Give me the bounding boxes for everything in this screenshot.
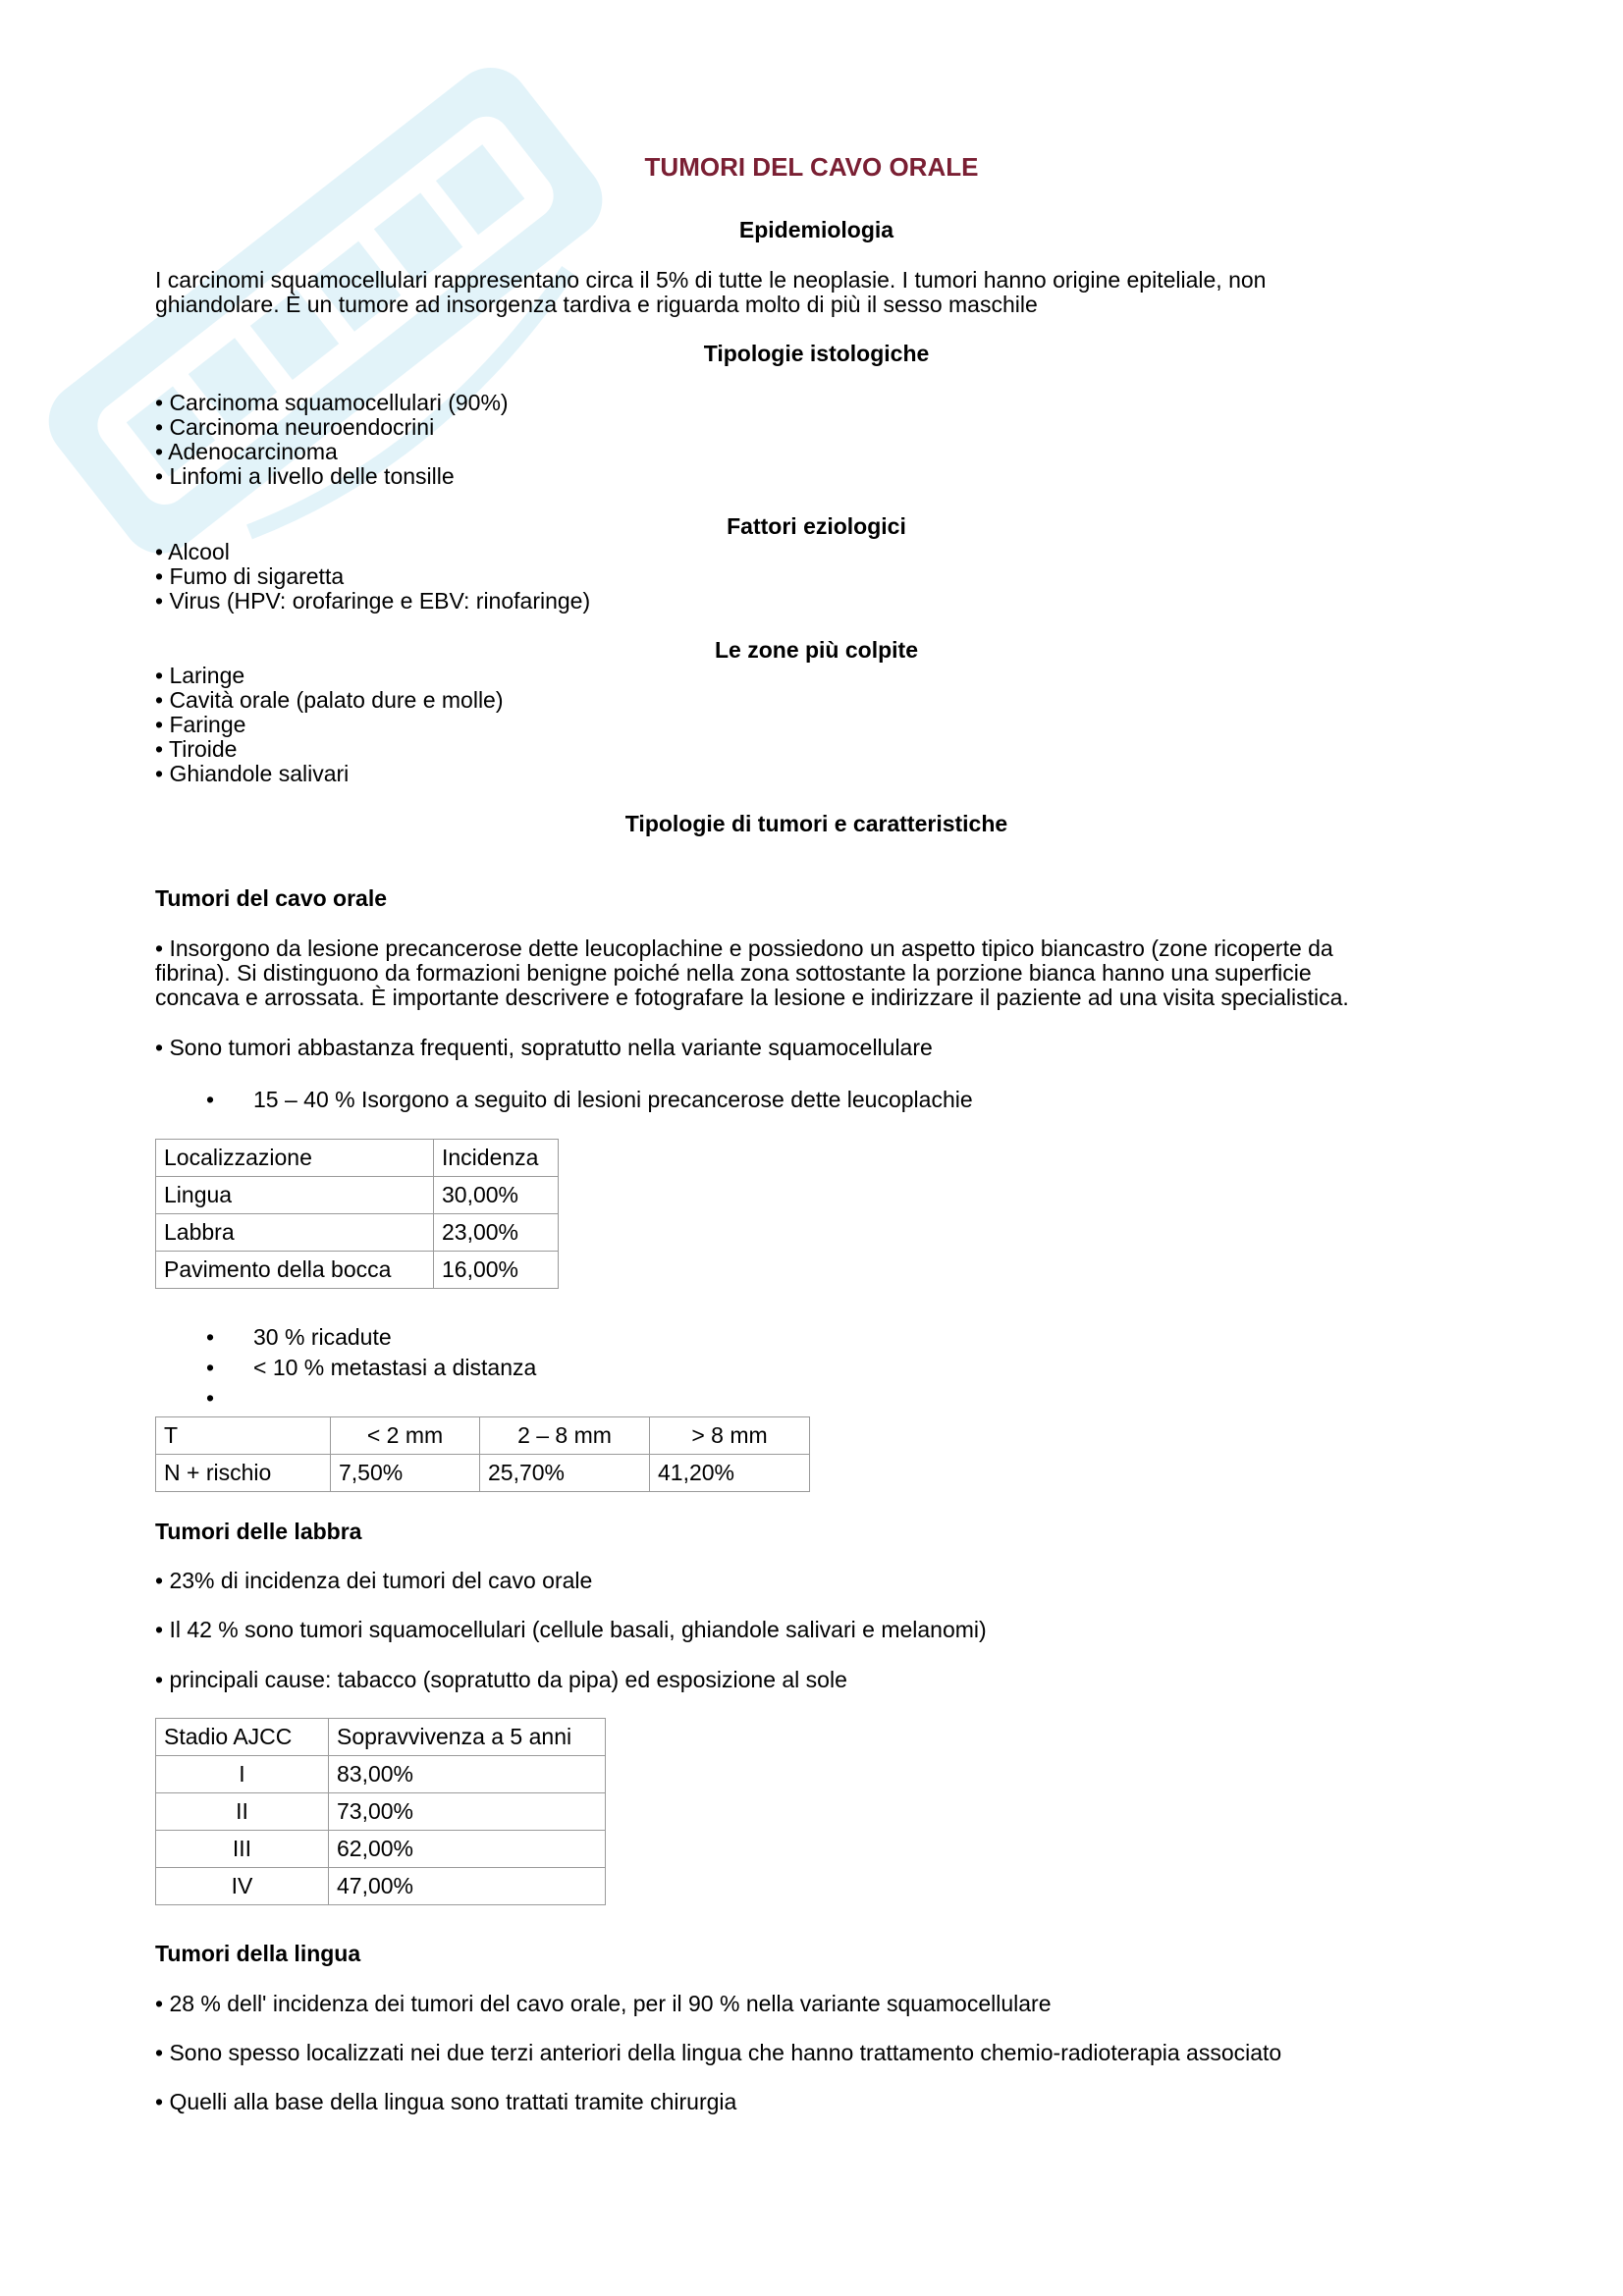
table-cell: 23,00% xyxy=(434,1214,559,1252)
table-header-cell: 2 – 8 mm xyxy=(480,1417,650,1455)
cavo-orale-heading: Tumori del cavo orale xyxy=(155,885,388,911)
list-item xyxy=(206,1386,536,1416)
lingua-heading: Tumori della lingua xyxy=(155,1941,361,1966)
list-item: • Adenocarcinoma xyxy=(155,439,338,464)
tipologie-istologiche-heading: Tipologie istologiche xyxy=(703,341,930,366)
table-cell: Labbra xyxy=(156,1214,434,1252)
labbra-heading: Tumori delle labbra xyxy=(155,1519,362,1544)
table-header-cell: > 8 mm xyxy=(650,1417,810,1455)
table-row xyxy=(156,1793,606,1831)
table-row xyxy=(156,1831,606,1868)
table-header-cell: Sopravvivenza a 5 anni xyxy=(329,1719,606,1756)
table-cell: Pavimento della bocca xyxy=(156,1252,434,1289)
rischio-table xyxy=(155,1416,810,1492)
table-cell: III xyxy=(156,1831,329,1868)
table-cell: 41,20% xyxy=(650,1455,810,1492)
list-item: • Carcinoma squamocellulari (90%) xyxy=(155,390,509,415)
zone-colpite-heading: Le zone più colpite xyxy=(714,637,918,663)
epidemiologia-heading: Epidemiologia xyxy=(738,217,894,242)
epidemiologia-text-line2: ghiandolare. È un tumore ad insorgenza tardiva e riguarda molto di più il sesso maschile xyxy=(155,292,1038,317)
page-title: TUMORI DEL CAVO ORALE xyxy=(644,152,979,182)
epidemiologia-text-line1: I carcinomi squamocellulari rappresentano circa il 5% di tutte le neoplasie. I tumori hanno origine epiteliale, non xyxy=(155,267,1267,293)
tipologie-istologiche-list xyxy=(155,391,509,489)
cavo-orale-p2: • Sono tumori abbastanza frequenti, sopratutto nella variante squamocellulare xyxy=(155,1035,933,1060)
cavo-orale-p1-line1: • Insorgono da lesione precancerose dette leucoplachine e possiedono un aspetto tipico biancastro (zone ricoperte da xyxy=(155,935,1333,961)
table-cell: 47,00% xyxy=(329,1868,606,1905)
table-row xyxy=(156,1868,606,1905)
table-row xyxy=(156,1756,606,1793)
cavo-orale-p1-line3: concava e arrossata. È importante descrivere e fotografare la lesione e indirizzare il paziente ad una visita specialistica. xyxy=(155,985,1349,1010)
table-row xyxy=(156,1455,810,1492)
localizzazione-table xyxy=(155,1139,559,1289)
list-item: • principali cause: tabacco (sopratutto da pipa) ed esposizione al sole xyxy=(155,1667,847,1692)
list-item: • Carcinoma neuroendocrini xyxy=(155,414,435,440)
table-cell: II xyxy=(156,1793,329,1831)
list-item: • 15 – 40 % Isorgono a seguito di lesioni precancerose dette leucoplachie xyxy=(206,1088,973,1118)
table-cell: N + rischio xyxy=(156,1455,331,1492)
table-cell: 83,00% xyxy=(329,1756,606,1793)
table-header-cell: Stadio AJCC xyxy=(156,1719,329,1756)
list-item: • Virus (HPV: orofaringe e EBV: rinofaringe) xyxy=(155,588,591,614)
table-cell: IV xyxy=(156,1868,329,1905)
list-item: • < 10 % metastasi a distanza xyxy=(206,1356,536,1386)
table-header-cell: Incidenza xyxy=(434,1140,559,1177)
table-header-cell: < 2 mm xyxy=(331,1417,480,1455)
list-item: • 30 % ricadute xyxy=(206,1325,536,1356)
list-item: • Fumo di sigaretta xyxy=(155,563,345,589)
table-cell: I xyxy=(156,1756,329,1793)
list-item: • 28 % dell' incidenza dei tumori del cavo orale, per il 90 % nella variante squamocellulare xyxy=(155,1991,1052,2016)
table-header-row xyxy=(156,1417,810,1455)
fattori-eziologici-list xyxy=(155,540,590,614)
cavo-orale-p1-line2: fibrina). Si distinguono da formazioni benigne poiché nella zona sottostante la porzione bianca hanno una superficie xyxy=(155,960,1312,986)
list-item: • 23% di incidenza dei tumori del cavo orale xyxy=(155,1568,593,1593)
list-item: • Tiroide xyxy=(155,736,238,762)
tipologie-tumori-heading: Tipologie di tumori e caratteristiche xyxy=(624,811,1008,836)
list-item: • Cavità orale (palato dure e molle) xyxy=(155,687,504,713)
list-item: • Laringe xyxy=(155,663,245,688)
table-cell: Lingua xyxy=(156,1177,434,1214)
list-item: • Linfomi a livello delle tonsille xyxy=(155,463,455,489)
sopravvivenza-table xyxy=(155,1718,606,1905)
table-row xyxy=(156,1177,559,1214)
cavo-orale-tab-list xyxy=(206,1088,973,1118)
table-header-row xyxy=(156,1719,606,1756)
table-cell: 16,00% xyxy=(434,1252,559,1289)
table-header-row xyxy=(156,1140,559,1177)
table-row xyxy=(156,1214,559,1252)
list-item: • Sono spesso localizzati nei due terzi anteriori della lingua che hanno trattamento chemio-radioterapia associato xyxy=(155,2040,1282,2065)
fattori-eziologici-heading: Fattori eziologici xyxy=(727,513,906,539)
list-item: • Alcool xyxy=(155,539,230,564)
table-cell: 7,50% xyxy=(331,1455,480,1492)
table-cell: 25,70% xyxy=(480,1455,650,1492)
table-cell: 62,00% xyxy=(329,1831,606,1868)
table-header-cell: Localizzazione xyxy=(156,1140,434,1177)
list-item: • Ghiandole salivari xyxy=(155,761,350,786)
table-row xyxy=(156,1252,559,1289)
zone-colpite-list xyxy=(155,664,504,786)
list-item: • Il 42 % sono tumori squamocellulari (cellule basali, ghiandole salivari e melanomi) xyxy=(155,1617,987,1642)
list-item: • Faringe xyxy=(155,712,246,737)
table-cell: 30,00% xyxy=(434,1177,559,1214)
cavo-orale-tab-list-2 xyxy=(206,1325,536,1416)
table-cell: 73,00% xyxy=(329,1793,606,1831)
table-header-cell: T xyxy=(156,1417,331,1455)
list-item: • Quelli alla base della lingua sono trattati tramite chirurgia xyxy=(155,2089,737,2114)
